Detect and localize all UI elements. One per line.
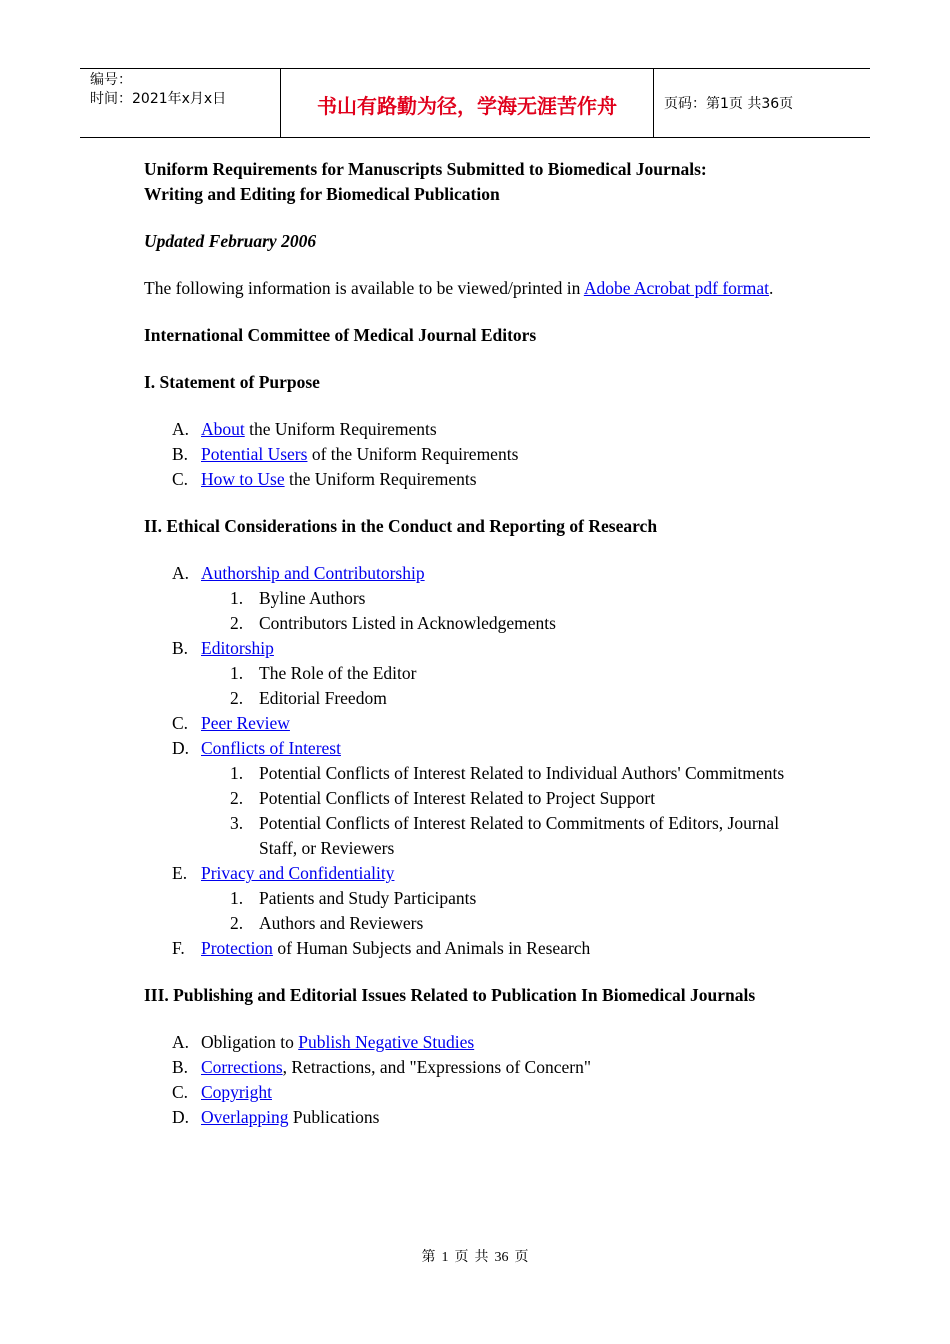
header-number-label: 编号： xyxy=(90,72,132,88)
list-item xyxy=(144,561,804,586)
list-marker: A. xyxy=(172,419,190,439)
list-item xyxy=(144,861,804,886)
pdf-format-link[interactable]: Adobe Acrobat pdf format xyxy=(583,278,769,298)
sub-list-text: Patients and Study Participants xyxy=(259,888,477,908)
list-item xyxy=(144,1055,804,1080)
title-line-2: Writing and Editing for Biomedical Publication xyxy=(144,184,500,204)
privacy-link[interactable]: Privacy and Confidentiality xyxy=(201,863,395,883)
sub-list-text: Potential Conflicts of Interest Related to Project Support xyxy=(259,788,656,808)
sub-list-text: The Role of the Editor xyxy=(259,663,417,683)
sub-list-text: Potential Conflicts of Interest Related to Commitments of Editors, Journal Staff, or Reviewers xyxy=(259,813,780,858)
list-item-text: of the Uniform Requirements xyxy=(307,444,519,464)
list-marker: A. xyxy=(172,563,190,583)
list-item xyxy=(144,636,804,661)
list-marker: F. xyxy=(172,938,185,958)
sub-list-marker: 2. xyxy=(230,613,244,633)
list-marker: B. xyxy=(172,1057,189,1077)
sub-list-item xyxy=(144,886,804,911)
editorship-link[interactable]: Editorship xyxy=(201,638,274,658)
sub-list-text: Potential Conflicts of Interest Related to Individual Authors' Commitments xyxy=(259,763,785,783)
footer-ye: 页 xyxy=(454,1250,469,1265)
list-item xyxy=(144,442,804,467)
about-link[interactable]: About xyxy=(201,419,245,439)
sub-list-item xyxy=(144,761,804,786)
list-marker: B. xyxy=(172,444,189,464)
list-item-text: the Uniform Requirements xyxy=(284,469,477,489)
page-header xyxy=(80,68,870,138)
sub-list-item xyxy=(144,661,804,686)
sub-list-text: Contributors Listed in Acknowledgements xyxy=(259,613,556,633)
list-marker: B. xyxy=(172,638,189,658)
sub-list-item xyxy=(144,811,804,861)
section-3-list xyxy=(144,1030,804,1130)
list-item xyxy=(144,711,804,736)
title-line-1: Uniform Requirements for Manuscripts Submitted to Biomedical Journals: xyxy=(144,159,707,179)
document-body xyxy=(144,157,804,1152)
list-marker: D. xyxy=(172,738,190,758)
footer-di: 第 xyxy=(421,1250,436,1265)
sub-list-marker: 2. xyxy=(230,688,244,708)
page-footer xyxy=(0,1246,950,1266)
list-marker: D. xyxy=(172,1107,190,1127)
copyright-link[interactable]: Copyright xyxy=(201,1082,272,1102)
sub-list-marker: 1. xyxy=(230,763,244,783)
list-item xyxy=(144,936,804,961)
section-2-heading: II. Ethical Considerations in the Conduct and Reporting of Research xyxy=(144,516,658,536)
availability-note xyxy=(144,276,804,301)
list-item-text: Publications xyxy=(288,1107,380,1127)
list-item xyxy=(144,1080,804,1105)
list-marker: C. xyxy=(172,713,189,733)
availability-text: The following information is available to be viewed/printed in xyxy=(144,278,584,298)
header-motto: 书山有路勤为径，学海无涯苦作舟 xyxy=(281,69,654,137)
sub-list-text: Authors and Reviewers xyxy=(259,913,424,933)
sub-list-text: Byline Authors xyxy=(259,588,366,608)
header-date-label: 时间：2021年x月x日 xyxy=(90,91,227,107)
footer-ye-2: 页 xyxy=(514,1250,529,1265)
footer-page-number: 1 xyxy=(441,1250,449,1265)
sub-list-marker: 1. xyxy=(230,588,244,608)
committee-heading: International Committee of Medical Journal Editors xyxy=(144,325,537,345)
list-item-text: , Retractions, and "Expressions of Concern" xyxy=(282,1057,591,1077)
sub-list-item xyxy=(144,611,804,636)
list-marker: E. xyxy=(172,863,188,883)
list-item-prefix: Obligation to xyxy=(201,1032,299,1052)
overlapping-link[interactable]: Overlapping xyxy=(201,1107,289,1127)
list-item xyxy=(144,1030,804,1055)
sub-list-item xyxy=(144,586,804,611)
peer-review-link[interactable]: Peer Review xyxy=(201,713,290,733)
section-3-heading: III. Publishing and Editorial Issues Related to Publication In Biomedical Journals xyxy=(144,985,756,1005)
sub-list-marker: 1. xyxy=(230,663,244,683)
sub-list-marker: 1. xyxy=(230,888,244,908)
list-item xyxy=(144,736,804,761)
list-item xyxy=(144,417,804,442)
sub-list-item xyxy=(144,786,804,811)
list-item-text: of Human Subjects and Animals in Research xyxy=(272,938,591,958)
list-item xyxy=(144,467,804,492)
header-meta xyxy=(80,69,281,137)
section-1-list xyxy=(144,417,804,492)
protection-link[interactable]: Protection xyxy=(201,938,273,958)
section-1-heading: I. Statement of Purpose xyxy=(144,372,320,392)
list-marker: C. xyxy=(172,469,189,489)
sub-list-marker: 3. xyxy=(230,813,244,833)
how-to-use-link[interactable]: How to Use xyxy=(201,469,285,489)
sub-list-marker: 2. xyxy=(230,913,244,933)
conflicts-of-interest-link[interactable]: Conflicts of Interest xyxy=(201,738,341,758)
footer-gong: 共 xyxy=(474,1250,489,1265)
potential-users-link[interactable]: Potential Users xyxy=(201,444,308,464)
sub-list-item xyxy=(144,686,804,711)
list-item-text: the Uniform Requirements xyxy=(244,419,437,439)
sub-list-item xyxy=(144,911,804,936)
header-page-label: 页码：第1页 共36页 xyxy=(664,96,794,112)
section-2-list xyxy=(144,561,804,961)
list-marker: C. xyxy=(172,1082,189,1102)
sub-list-text: Editorial Freedom xyxy=(259,688,387,708)
publish-negative-studies-link[interactable]: Publish Negative Studies xyxy=(298,1032,475,1052)
availability-end: . xyxy=(768,278,774,298)
document-title xyxy=(144,157,804,207)
sub-list-marker: 2. xyxy=(230,788,244,808)
list-marker: A. xyxy=(172,1032,190,1052)
list-item xyxy=(144,1105,804,1130)
corrections-link[interactable]: Corrections xyxy=(201,1057,283,1077)
footer-total-pages: 36 xyxy=(494,1250,509,1265)
updated-date: Updated February 2006 xyxy=(144,231,317,251)
authorship-link[interactable]: Authorship and Contributorship xyxy=(201,563,425,583)
